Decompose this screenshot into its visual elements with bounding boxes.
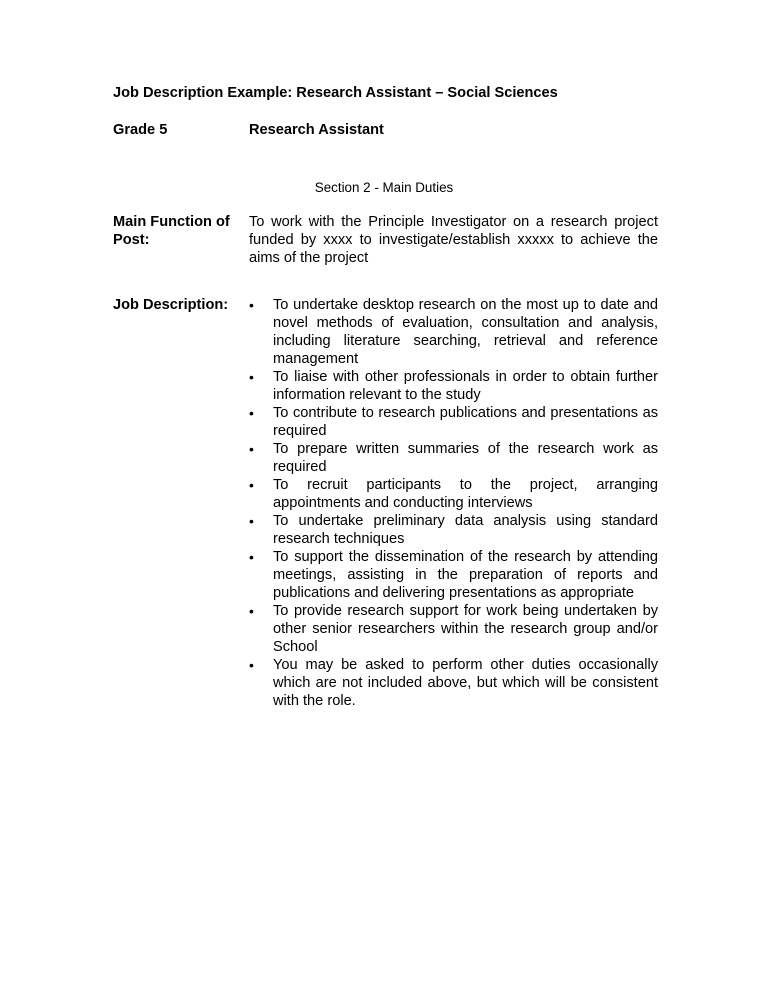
list-item [249, 656, 658, 710]
list-item [249, 512, 658, 548]
list-item [249, 548, 658, 602]
duty-text: To recruit participants to the project, arranging appointments and conducting interviews [273, 477, 658, 511]
duty-text: To liaise with other professionals in order to obtain further information relevant to the study [273, 369, 658, 403]
section-heading: Section 2 - Main Duties [314, 180, 454, 195]
list-item [249, 602, 658, 656]
grade-role: Research Assistant [249, 122, 384, 138]
bullet-icon: • [249, 549, 254, 565]
duty-text: To support the dissemination of the research by attending meetings, assisting in the preparation of reports and publications and delivering presentations as appropriate [273, 549, 658, 601]
job-description-label: Job Description: [113, 297, 229, 313]
duty-text: To contribute to research publications and presentations as required [273, 405, 658, 439]
bullet-icon: • [249, 369, 254, 385]
duty-text: To provide research support for work being undertaken by other senior researchers within the research group and/or School [273, 603, 658, 655]
bullet-icon: • [249, 657, 254, 673]
duty-text: To prepare written summaries of the research work as required [273, 441, 658, 475]
document-title: Job Description Example: Research Assistant – Social Sciences [113, 85, 558, 101]
list-item [249, 404, 658, 440]
grade-label: Grade 5 [113, 122, 168, 138]
bullet-icon: • [249, 603, 254, 619]
bullet-icon: • [249, 441, 254, 457]
main-function-text: To work with the Principle Investigator on a research project funded by xxxx to investigate/establish xxxxx to achieve the aims of the project [249, 214, 658, 266]
list-item [249, 440, 658, 476]
duty-text: You may be asked to perform other duties occasionally which are not included above, but which will be consistent with the role. [273, 657, 658, 709]
main-function-label: Main Function of Post: [113, 214, 230, 248]
list-item [249, 368, 658, 404]
duty-text: To undertake desktop research on the most up to date and novel methods of evaluation, consultation and analysis, including literature searching, retrieval and reference management [273, 297, 658, 367]
duties-list [249, 296, 658, 710]
list-item [249, 476, 658, 512]
list-item [249, 296, 658, 368]
bullet-icon: • [249, 297, 254, 313]
duty-text: To undertake preliminary data analysis using standard research techniques [273, 513, 658, 547]
bullet-icon: • [249, 513, 254, 529]
bullet-icon: • [249, 405, 254, 421]
bullet-icon: • [249, 477, 254, 493]
